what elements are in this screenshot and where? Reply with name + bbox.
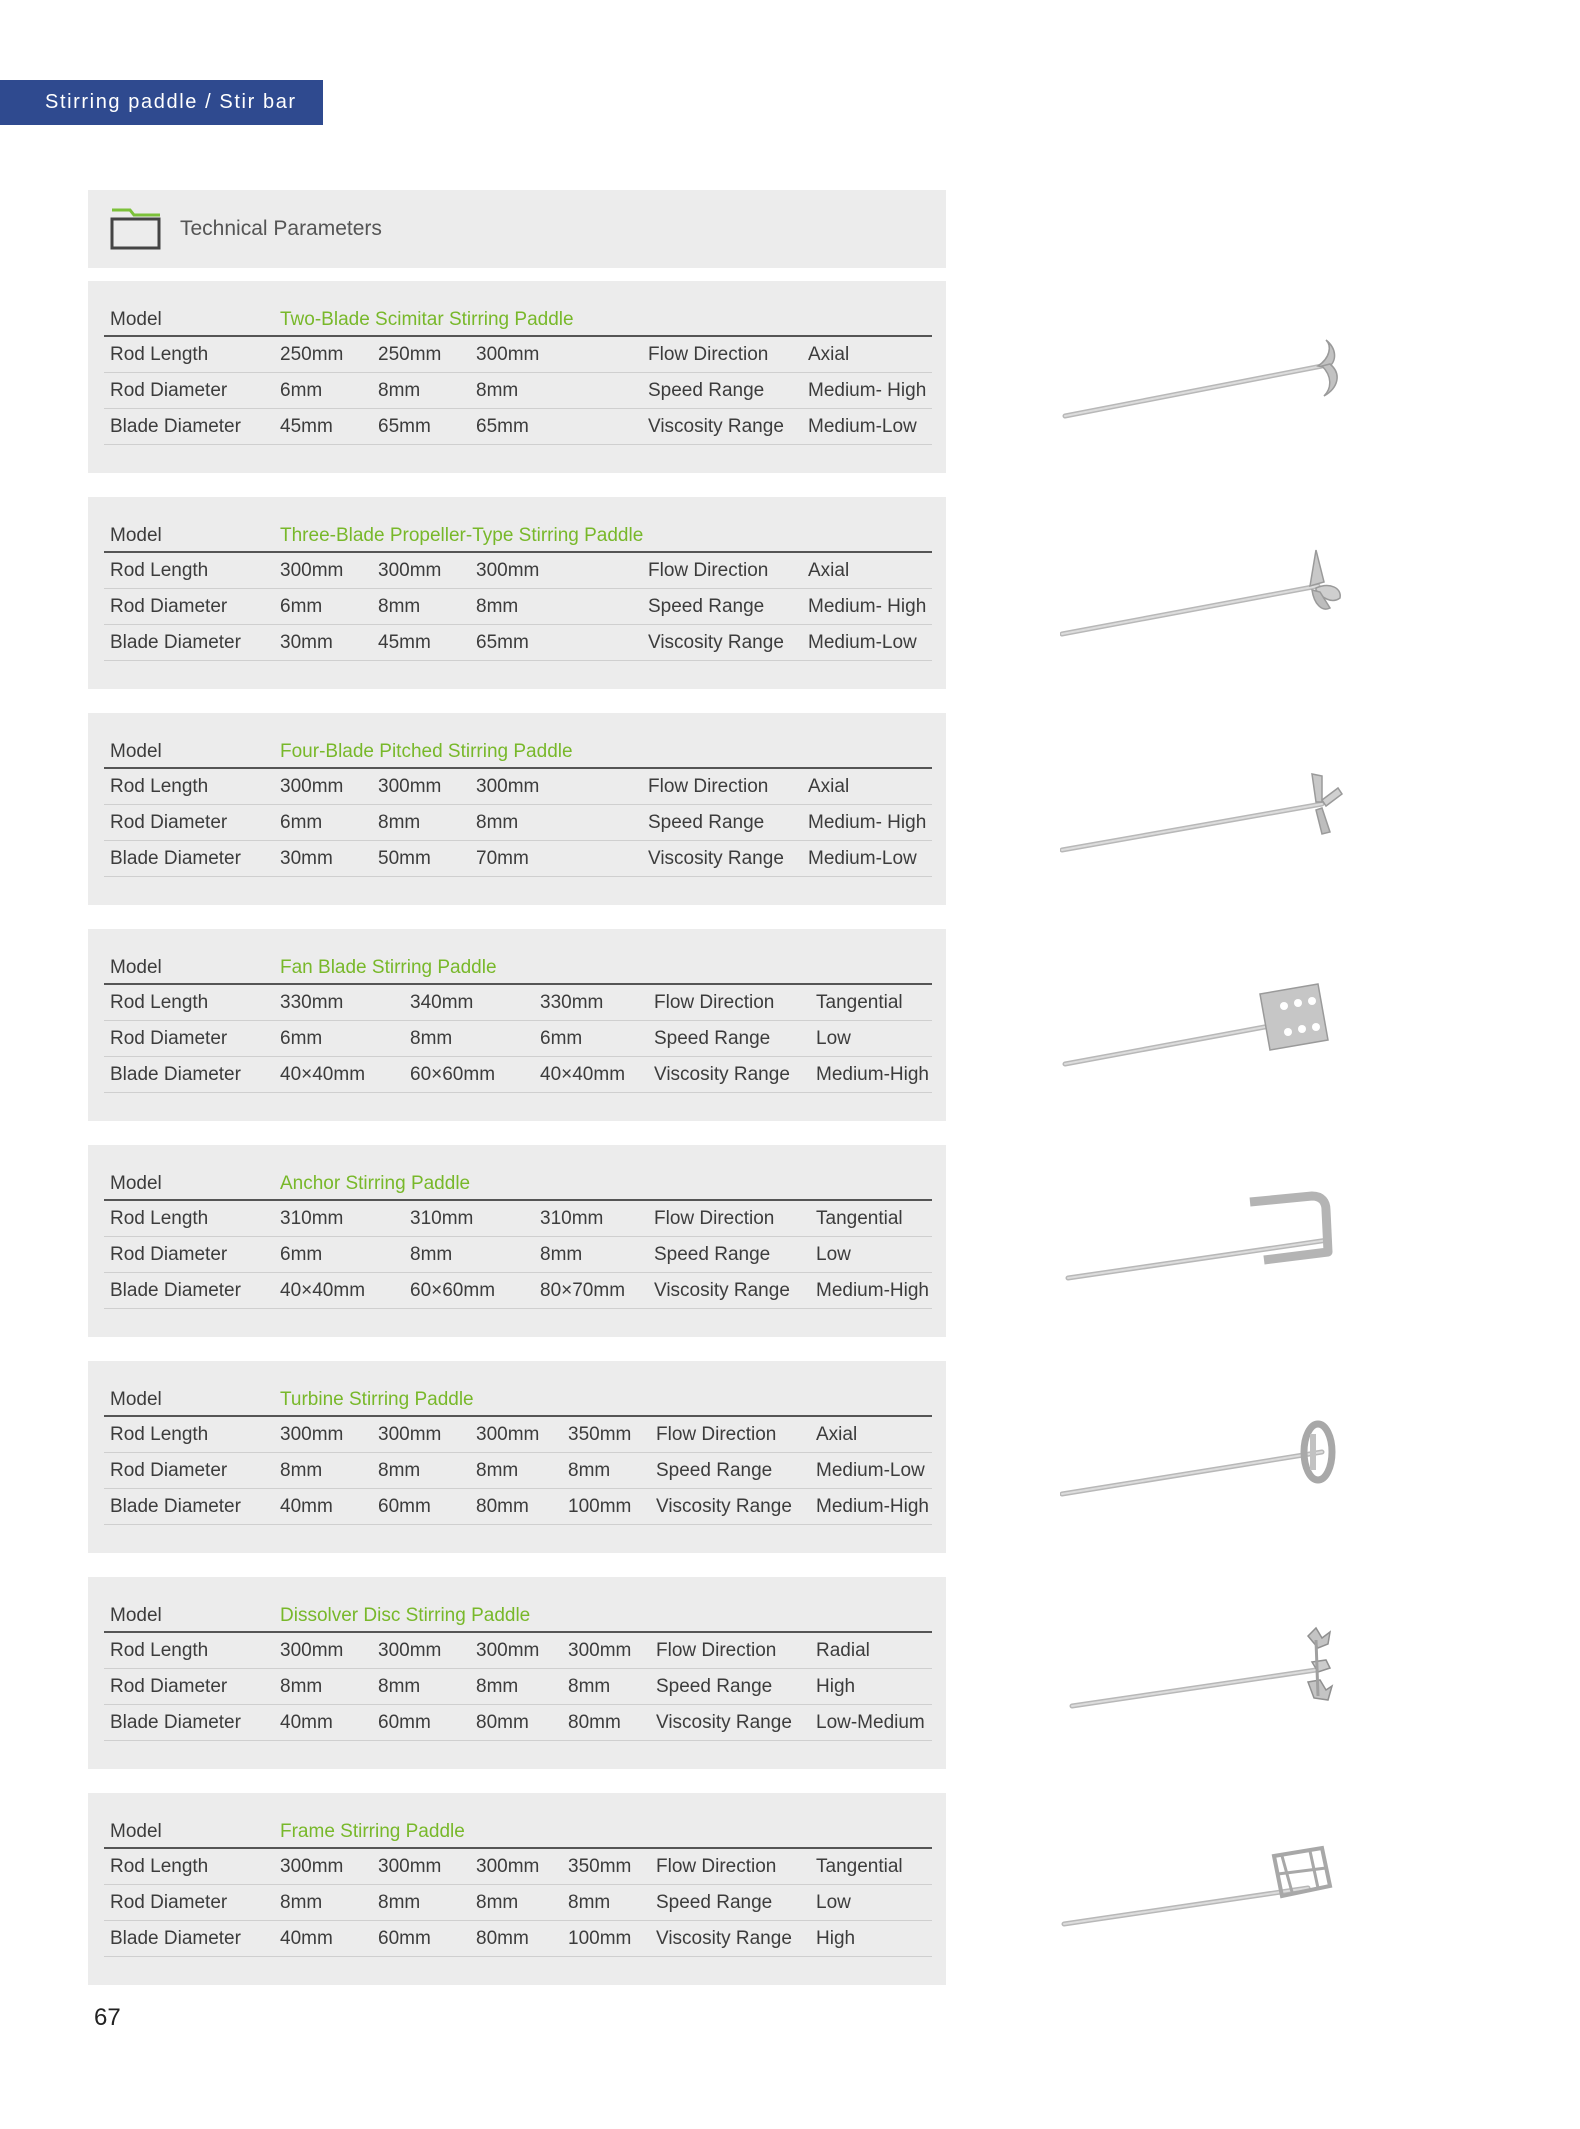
fan-blade-paddle-image [1060, 966, 1350, 1076]
model-row [104, 297, 932, 336]
rod-diameter-label: Rod Diameter [104, 373, 274, 409]
blade-diameter-label: Blade Diameter [104, 1921, 274, 1957]
blade-diameter-value: 45mm [372, 625, 470, 661]
blade-diameter-value: 80mm [562, 1705, 650, 1741]
speed-range-label: Speed Range [650, 1885, 810, 1921]
speed-range-value: Medium- High [802, 373, 932, 409]
viscosity-range-label: Viscosity Range [650, 1489, 810, 1525]
model-name: Three-Blade Propeller-Type Stirring Paddle [274, 513, 932, 552]
flow-direction-value: Axial [802, 552, 932, 589]
blade-diameter-value: 40×40mm [534, 1057, 648, 1093]
rod-length-label: Rod Length [104, 336, 274, 373]
table-row [104, 1200, 932, 1237]
speed-range-value: Medium- High [802, 589, 932, 625]
table-row [104, 552, 932, 589]
rod-length-value: 300mm [372, 1848, 470, 1885]
rod-diameter-value: 6mm [274, 1237, 404, 1273]
blade-diameter-value: 60mm [372, 1705, 470, 1741]
model-name: Turbine Stirring Paddle [274, 1377, 932, 1416]
model-label: Model [104, 1809, 274, 1848]
rod-length-value: 250mm [274, 336, 372, 373]
table-row [104, 336, 932, 373]
table-row [104, 1848, 932, 1885]
blade-diameter-label: Blade Diameter [104, 1273, 274, 1309]
speed-range-value: Low [810, 1237, 932, 1273]
flow-direction-value: Axial [802, 336, 932, 373]
table-row [104, 768, 932, 805]
two-blade-scimitar-paddle-image [1060, 318, 1350, 428]
rod-length-label: Rod Length [104, 1848, 274, 1885]
rod-diameter-value: 8mm [372, 805, 470, 841]
rod-length-value: 300mm [470, 1848, 562, 1885]
blade-diameter-label: Blade Diameter [104, 1489, 274, 1525]
rod-length-label: Rod Length [104, 768, 274, 805]
speed-range-label: Speed Range [648, 1237, 810, 1273]
rod-diameter-value: 8mm [470, 1669, 562, 1705]
table-row [104, 805, 932, 841]
rod-diameter-value: 8mm [470, 373, 642, 409]
rod-diameter-value: 6mm [534, 1021, 648, 1057]
rod-diameter-value: 8mm [534, 1237, 648, 1273]
flow-direction-label: Flow Direction [648, 984, 810, 1021]
blade-diameter-value: 60mm [372, 1921, 470, 1957]
rod-length-value: 300mm [470, 1632, 562, 1669]
model-name: Dissolver Disc Stirring Paddle [274, 1593, 932, 1632]
table-row [104, 1273, 932, 1309]
three-blade-propeller-paddle-image [1060, 538, 1350, 648]
rod-length-value: 300mm [470, 1416, 562, 1453]
rod-diameter-label: Rod Diameter [104, 589, 274, 625]
rod-diameter-label: Rod Diameter [104, 1885, 274, 1921]
table-row [104, 625, 932, 661]
model-row [104, 945, 932, 984]
flow-direction-value: Axial [802, 768, 932, 805]
speed-range-value: Low [810, 1885, 932, 1921]
spec-section [88, 497, 946, 689]
rod-diameter-label: Rod Diameter [104, 1237, 274, 1273]
model-name: Four-Blade Pitched Stirring Paddle [274, 729, 932, 768]
model-name: Anchor Stirring Paddle [274, 1161, 932, 1200]
speed-range-label: Speed Range [650, 1453, 810, 1489]
blade-diameter-value: 40×40mm [274, 1273, 404, 1309]
rod-length-value: 300mm [274, 768, 372, 805]
viscosity-range-value: Low-Medium [810, 1705, 932, 1741]
blade-diameter-label: Blade Diameter [104, 841, 274, 877]
table-row [104, 409, 932, 445]
model-label: Model [104, 945, 274, 984]
table-row [104, 1632, 932, 1669]
table-row [104, 1057, 932, 1093]
rod-length-value: 300mm [274, 1416, 372, 1453]
speed-range-value: High [810, 1669, 932, 1705]
spec-section [88, 1577, 946, 1769]
blade-diameter-value: 30mm [274, 841, 372, 877]
flow-direction-value: Tangential [810, 984, 932, 1021]
rod-diameter-label: Rod Diameter [104, 805, 274, 841]
model-row [104, 729, 932, 768]
table-row [104, 841, 932, 877]
table-row [104, 1885, 932, 1921]
viscosity-range-value: Medium-High [810, 1273, 932, 1309]
table-row [104, 984, 932, 1021]
rod-diameter-value: 8mm [372, 1453, 470, 1489]
blade-diameter-value: 40×40mm [274, 1057, 404, 1093]
technical-parameters-header [88, 190, 946, 268]
blade-diameter-value: 65mm [372, 409, 470, 445]
rod-length-value: 300mm [470, 552, 642, 589]
blade-diameter-value: 80mm [470, 1489, 562, 1525]
spec-section [88, 281, 946, 473]
blade-diameter-value: 60×60mm [404, 1273, 534, 1309]
rod-length-label: Rod Length [104, 1416, 274, 1453]
rod-length-value: 350mm [562, 1416, 650, 1453]
rod-length-label: Rod Length [104, 1200, 274, 1237]
model-row [104, 1809, 932, 1848]
model-name: Frame Stirring Paddle [274, 1809, 932, 1848]
rod-length-value: 300mm [470, 768, 642, 805]
folder-icon [110, 208, 162, 250]
model-label: Model [104, 1161, 274, 1200]
spec-section [88, 1361, 946, 1553]
blade-diameter-value: 80mm [470, 1921, 562, 1957]
viscosity-range-value: Medium-Low [802, 409, 932, 445]
rod-length-value: 300mm [372, 768, 470, 805]
flow-direction-label: Flow Direction [642, 552, 802, 589]
rod-length-value: 340mm [404, 984, 534, 1021]
rod-length-value: 300mm [274, 552, 372, 589]
rod-length-label: Rod Length [104, 984, 274, 1021]
rod-diameter-value: 8mm [372, 589, 470, 625]
rod-length-value: 250mm [372, 336, 470, 373]
blade-diameter-value: 45mm [274, 409, 372, 445]
model-label: Model [104, 1593, 274, 1632]
rod-length-value: 300mm [372, 1416, 470, 1453]
speed-range-value: Low [810, 1021, 932, 1057]
rod-length-value: 350mm [562, 1848, 650, 1885]
model-label: Model [104, 1377, 274, 1416]
speed-range-value: Medium-Low [810, 1453, 932, 1489]
speed-range-label: Speed Range [642, 589, 802, 625]
blade-diameter-value: 100mm [562, 1489, 650, 1525]
rod-length-label: Rod Length [104, 552, 274, 589]
rod-diameter-value: 8mm [562, 1885, 650, 1921]
rod-length-value: 300mm [470, 336, 642, 373]
table-row [104, 1705, 932, 1741]
blade-diameter-value: 60mm [372, 1489, 470, 1525]
rod-diameter-value: 8mm [274, 1669, 372, 1705]
spec-section [88, 1793, 946, 1985]
table-row [104, 1489, 932, 1525]
rod-length-value: 310mm [534, 1200, 648, 1237]
speed-range-label: Speed Range [648, 1021, 810, 1057]
rod-length-value: 330mm [534, 984, 648, 1021]
flow-direction-value: Axial [810, 1416, 932, 1453]
viscosity-range-label: Viscosity Range [642, 841, 802, 877]
viscosity-range-label: Viscosity Range [650, 1921, 810, 1957]
model-label: Model [104, 729, 274, 768]
model-label: Model [104, 297, 274, 336]
viscosity-range-label: Viscosity Range [642, 409, 802, 445]
blade-diameter-label: Blade Diameter [104, 1705, 274, 1741]
viscosity-range-label: Viscosity Range [642, 625, 802, 661]
spec-table [104, 1809, 932, 1957]
rod-length-value: 300mm [274, 1632, 372, 1669]
rod-diameter-value: 8mm [372, 1885, 470, 1921]
viscosity-range-label: Viscosity Range [650, 1705, 810, 1741]
speed-range-label: Speed Range [642, 805, 802, 841]
blade-diameter-value: 50mm [372, 841, 470, 877]
rod-diameter-value: 8mm [562, 1453, 650, 1489]
blade-diameter-label: Blade Diameter [104, 625, 274, 661]
viscosity-range-value: Medium-High [810, 1057, 932, 1093]
blade-diameter-value: 60×60mm [404, 1057, 534, 1093]
rod-length-value: 300mm [372, 552, 470, 589]
blade-diameter-label: Blade Diameter [104, 1057, 274, 1093]
flow-direction-label: Flow Direction [642, 336, 802, 373]
viscosity-range-value: Medium-Low [802, 841, 932, 877]
blade-diameter-value: 40mm [274, 1705, 372, 1741]
flow-direction-value: Radial [810, 1632, 932, 1669]
table-row [104, 1237, 932, 1273]
flow-direction-value: Tangential [810, 1200, 932, 1237]
rod-diameter-label: Rod Diameter [104, 1669, 274, 1705]
rod-length-value: 310mm [274, 1200, 404, 1237]
technical-parameters-title: Technical Parameters [180, 217, 382, 240]
blade-diameter-label: Blade Diameter [104, 409, 274, 445]
blade-diameter-value: 40mm [274, 1921, 372, 1957]
model-name: Fan Blade Stirring Paddle [274, 945, 932, 984]
anchor-paddle-image [1060, 1180, 1350, 1290]
blade-diameter-value: 100mm [562, 1921, 650, 1957]
flow-direction-label: Flow Direction [648, 1200, 810, 1237]
rod-diameter-value: 6mm [274, 373, 372, 409]
table-row [104, 1921, 932, 1957]
page-number: 67 [94, 2004, 121, 2031]
speed-range-label: Speed Range [642, 373, 802, 409]
model-row [104, 513, 932, 552]
frame-paddle-image [1060, 1826, 1350, 1936]
blade-diameter-value: 80×70mm [534, 1273, 648, 1309]
flow-direction-label: Flow Direction [642, 768, 802, 805]
viscosity-range-value: Medium-Low [802, 625, 932, 661]
table-row [104, 1021, 932, 1057]
spec-table [104, 729, 932, 877]
rod-diameter-value: 8mm [404, 1021, 534, 1057]
rod-diameter-value: 8mm [274, 1885, 372, 1921]
spec-table [104, 1377, 932, 1525]
spec-table [104, 945, 932, 1093]
rod-diameter-value: 8mm [372, 1669, 470, 1705]
table-row [104, 1416, 932, 1453]
rod-length-value: 310mm [404, 1200, 534, 1237]
rod-length-value: 300mm [274, 1848, 372, 1885]
spec-table [104, 297, 932, 445]
flow-direction-label: Flow Direction [650, 1632, 810, 1669]
blade-diameter-value: 70mm [470, 841, 642, 877]
viscosity-range-label: Viscosity Range [648, 1057, 810, 1093]
rod-diameter-value: 6mm [274, 589, 372, 625]
table-row [104, 1453, 932, 1489]
rod-diameter-value: 8mm [470, 1885, 562, 1921]
rod-diameter-value: 8mm [562, 1669, 650, 1705]
flow-direction-value: Tangential [810, 1848, 932, 1885]
model-row [104, 1161, 932, 1200]
flow-direction-label: Flow Direction [650, 1848, 810, 1885]
spec-table [104, 1593, 932, 1741]
rod-length-label: Rod Length [104, 1632, 274, 1669]
rod-diameter-label: Rod Diameter [104, 1021, 274, 1057]
spec-section [88, 1145, 946, 1337]
rod-diameter-value: 8mm [274, 1453, 372, 1489]
rod-diameter-value: 8mm [470, 805, 642, 841]
blade-diameter-value: 65mm [470, 409, 642, 445]
rod-diameter-value: 8mm [470, 589, 642, 625]
blade-diameter-value: 80mm [470, 1705, 562, 1741]
table-row [104, 373, 932, 409]
model-name: Two-Blade Scimitar Stirring Paddle [274, 297, 932, 336]
section-banner: Stirring paddle / Stir bar [0, 80, 323, 125]
four-blade-pitched-paddle-image [1060, 752, 1350, 862]
blade-diameter-value: 65mm [470, 625, 642, 661]
rod-length-value: 330mm [274, 984, 404, 1021]
flow-direction-label: Flow Direction [650, 1416, 810, 1453]
blade-diameter-value: 40mm [274, 1489, 372, 1525]
viscosity-range-value: High [810, 1921, 932, 1957]
turbine-paddle-image [1060, 1396, 1350, 1506]
spec-table [104, 513, 932, 661]
speed-range-value: Medium- High [802, 805, 932, 841]
rod-diameter-value: 6mm [274, 805, 372, 841]
viscosity-range-value: Medium-High [810, 1489, 932, 1525]
rod-diameter-value: 6mm [274, 1021, 404, 1057]
spec-table [104, 1161, 932, 1309]
blade-diameter-value: 30mm [274, 625, 372, 661]
rod-diameter-label: Rod Diameter [104, 1453, 274, 1489]
rod-length-value: 300mm [372, 1632, 470, 1669]
spec-section [88, 713, 946, 905]
model-label: Model [104, 513, 274, 552]
rod-length-value: 300mm [562, 1632, 650, 1669]
dissolver-disc-paddle-image [1060, 1610, 1350, 1720]
viscosity-range-label: Viscosity Range [648, 1273, 810, 1309]
table-row [104, 589, 932, 625]
rod-diameter-value: 8mm [372, 373, 470, 409]
speed-range-label: Speed Range [650, 1669, 810, 1705]
model-row [104, 1377, 932, 1416]
spec-section [88, 929, 946, 1121]
table-row [104, 1669, 932, 1705]
model-row [104, 1593, 932, 1632]
rod-diameter-value: 8mm [404, 1237, 534, 1273]
rod-diameter-value: 8mm [470, 1453, 562, 1489]
